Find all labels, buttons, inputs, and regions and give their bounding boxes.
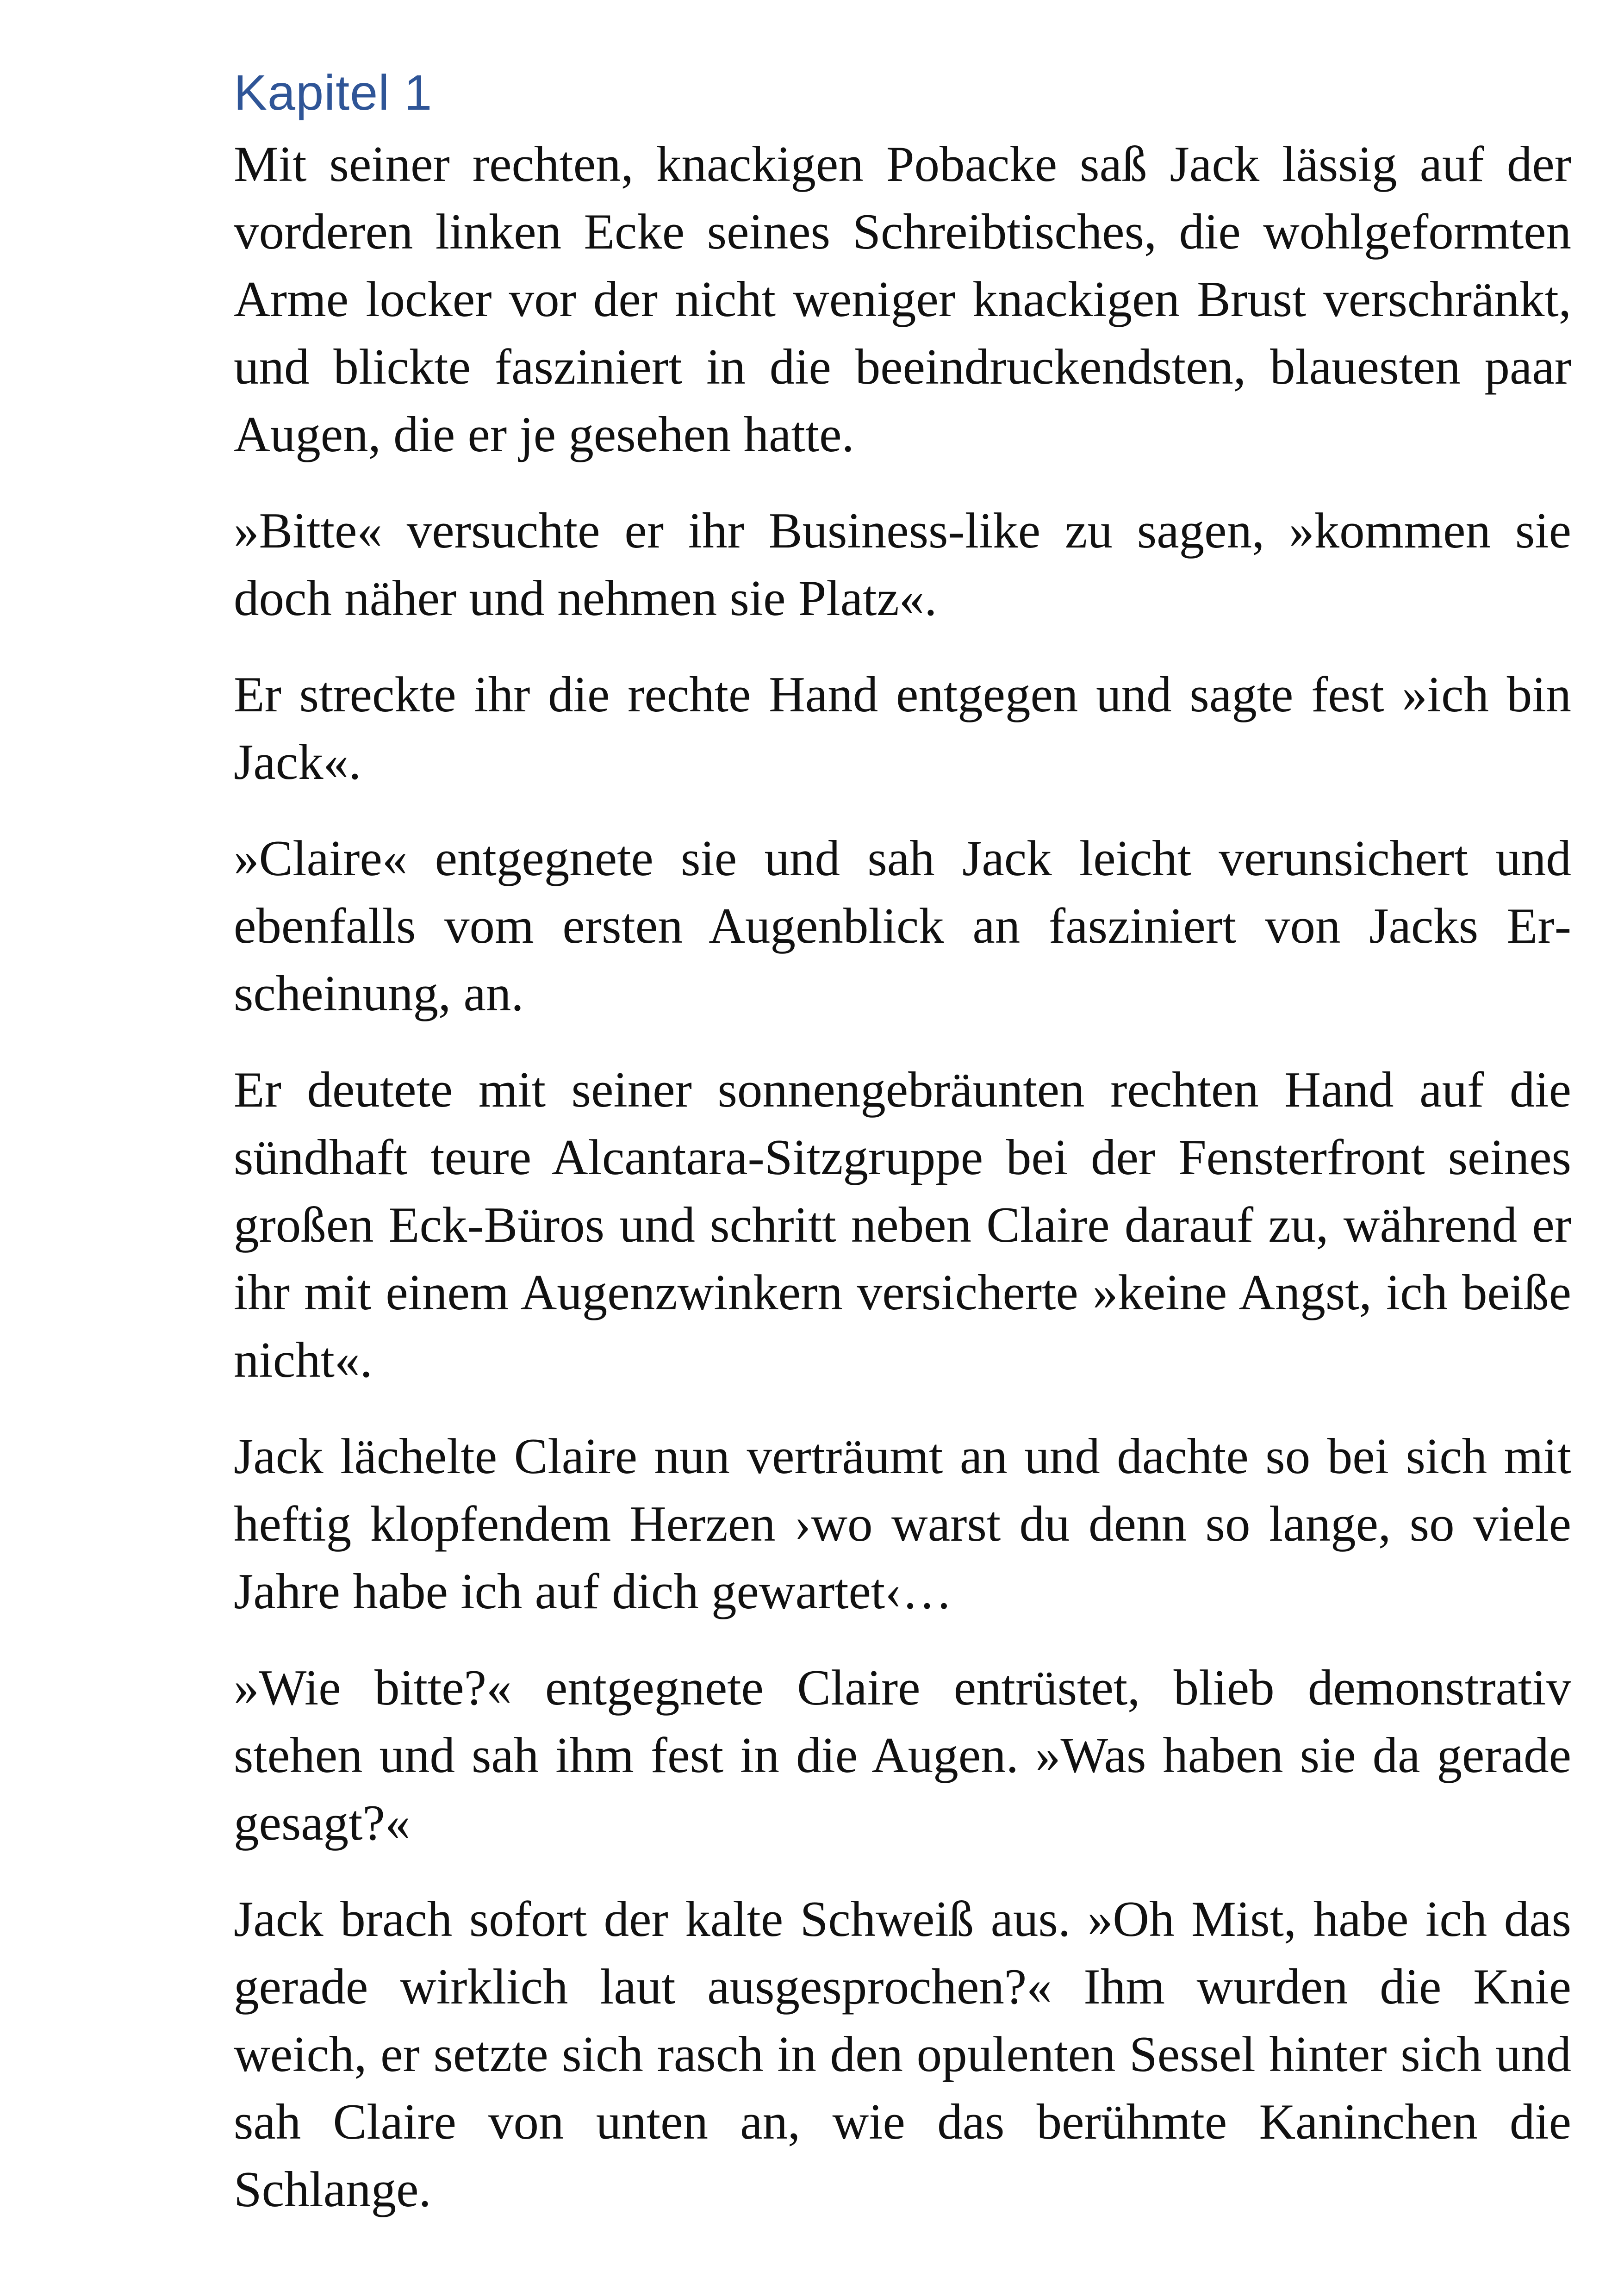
paragraph-2: »Bitte« versuchte er ihr Business-like zu sagen, »kommen sie doch näher und nehmen sie Platz«. xyxy=(234,503,1571,626)
paragraph-8: Jack brach sofort der kalte Schweiß aus. »Oh Mist, habe ich das gerade wirklich laut ausgesprochen?« Ihm wurden die Knie weich, er setzte sich rasch in den opulenten Sessel hinter sich und sah Claire von unten an, wie das berühmte Kaninchen die Schlange. xyxy=(234,1891,1571,2217)
paragraph-4: »Claire« entgegnete sie und sah Jack leicht verunsichert und ebenfalls vom ersten Augenblick an fasziniert von Jacks Erscheinung, an. xyxy=(234,830,1571,1021)
paragraph-7: »Wie bitte?« entgegnete Claire entrüstet, blieb demonstrativ stehen und sah ihm fest in die Augen. »Was haben sie da gerade gesagt?« xyxy=(234,1660,1571,1851)
paragraph-6: Jack lächelte Claire nun verträumt an und dachte so bei sich mit heftig klopfendem Herzen ›wo warst du denn so lange, so viele Jahre habe ich auf dich gewartet‹… xyxy=(234,1428,1571,1619)
paragraph-1: Mit seiner rechten, knackigen Pobacke saß Jack lässig auf der vorderen linken Ecke seines Schreibtisches, die wohlgeformten Arme locker vor der nicht weniger knackigen Brust verschränkt, und blickte fasziniert in die beeindruckendsten, blauesten paar Augen, die er je gesehen hatte. xyxy=(234,136,1571,462)
chapter-heading: Kapitel 1 xyxy=(234,64,433,120)
paragraph-5: Er deutete mit seiner sonnengebräunten rechten Hand auf die sündhaft teure Alcantara-Sitzgruppe bei der Fensterfront seines großen Eck-Büros und schritt neben Claire darauf zu, während er ihr mit einem Augenzwinkern versicherte »keine Angst, ich beiße nicht«. xyxy=(234,1062,1571,1388)
document-page xyxy=(234,56,1571,2252)
paragraph-3: Er streckte ihr die rechte Hand entgegen und sagte fest »ich bin Jack«. xyxy=(234,666,1571,790)
